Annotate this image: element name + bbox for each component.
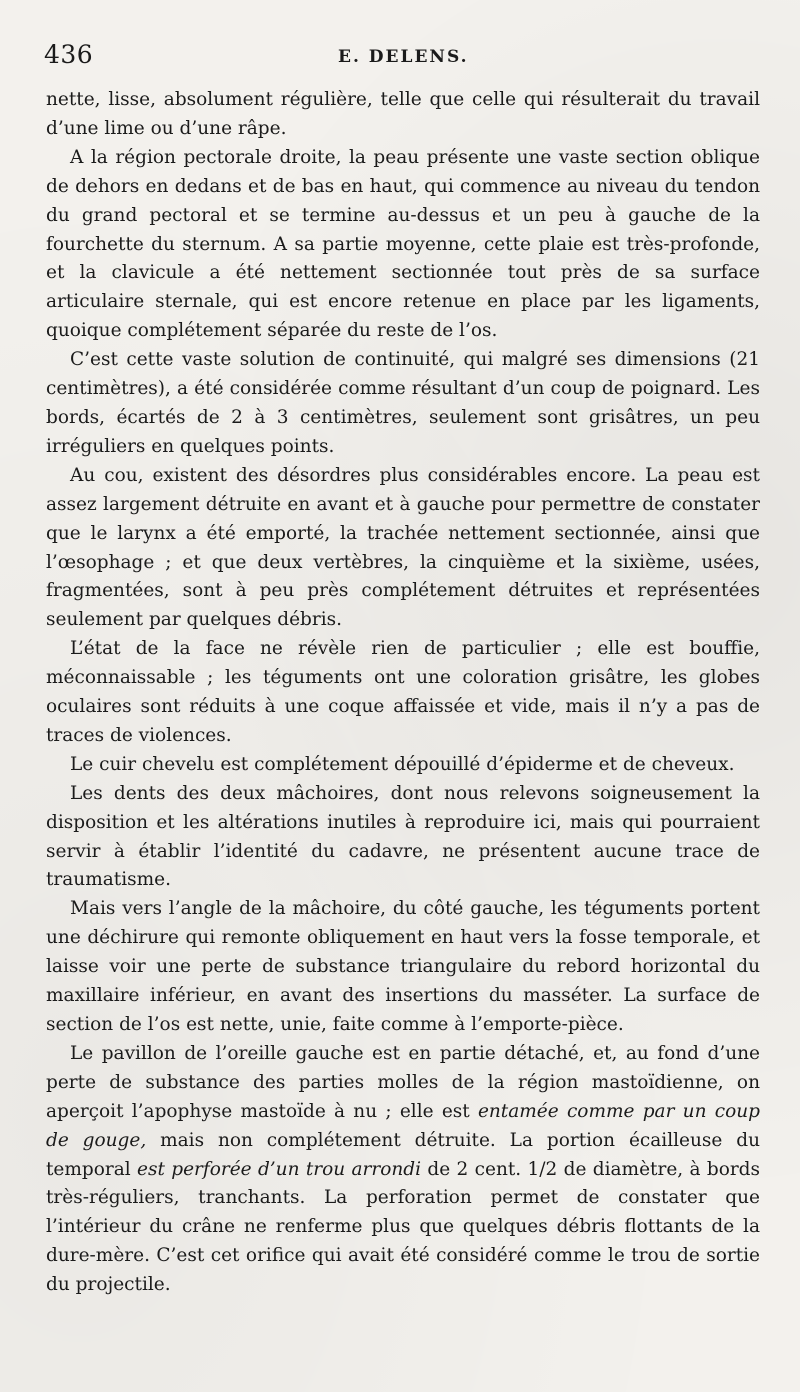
paragraph bbox=[46, 462, 760, 635]
text-segment: L’état de la face ne révèle rien de particulier ; elle est bouffie, méconnaissable ; les téguments ont une coloration grisâtre, les globes oculaires sont réduits à une coque affaissée et vide, mais il n’y a pas de traces de violences. bbox=[46, 638, 760, 746]
text-segment: mais non complétement détruite. La portion écailleuse du temporal bbox=[46, 1129, 760, 1180]
text-segment: Le cuir chevelu est complétement dépouillé d’épiderme et de cheveux. bbox=[70, 753, 735, 775]
paragraph bbox=[46, 86, 760, 144]
page-header bbox=[44, 40, 764, 74]
text-segment: nette, lisse, absolument régulière, telle que celle qui résulterait du travail d’une lime ou d’une râpe. bbox=[46, 89, 760, 139]
text-segment: Mais vers l’angle de la mâchoire, du côté gauche, les téguments portent une déchirure qui remonte obliquement en haut vers la fosse temporale, et laisse voir une perte de substance triangulaire du rebord horizontal du maxillaire inférieur, en avant des insertions du masséter. La surface de section de l’os est nette, unie, faite comme à l’emporte-pièce. bbox=[46, 898, 760, 1035]
paragraph bbox=[46, 895, 760, 1040]
paragraph bbox=[46, 635, 760, 751]
italic-text-segment: entamée comme par un coup de gouge, bbox=[46, 1100, 760, 1151]
text-segment: de 2 cent. 1/2 de diamètre, à bords très-réguliers, tranchants. La perforation permet de constater que l’intérieur du crâne ne renferme plus que quelques débris flottants de la dure-mère. C’est cet orifice qui avait été considéré comme le trou de sortie du projectile. bbox=[46, 1158, 761, 1296]
page-number: 436 bbox=[44, 40, 94, 69]
text-segment: C’est cette vaste solution de continuité, qui malgré ses dimensions (21 centimètres), a été considérée comme résultant d’un coup de poignard. Les bords, écartés de 2 à 3 centimètres, seulement sont grisâtres, un peu irréguliers en quelques points. bbox=[46, 349, 760, 457]
paragraph bbox=[46, 751, 760, 780]
text-segment: Au cou, existent des désordres plus considérables encore. La peau est assez largement détruite en avant et à gauche pour permettre de constater que le larynx a été emporté, la trachée nettement sectionnée, ainsi que l’œsophage ; et que deux vertèbres, la cinquième et la sixième, usées, fragmentées, sont à peu près complétement détruites et représentées seulement par quelques débris. bbox=[46, 464, 760, 631]
text-segment: A la région pectorale droite, la peau présente une vaste section oblique de dehors en dedans et de bas en haut, qui commence au niveau du tendon du grand pectoral et se termine au-dessus et un peu à gauche de la fourchette du sternum. A sa partie moyenne, cette plaie est très-profonde, et la clavicule a été nettement sectionnée tout près de sa surface articulaire sternale, qui est encore retenue en place par les ligaments, quoique complétement séparée du reste de l’os. bbox=[46, 146, 760, 342]
paragraph bbox=[46, 144, 760, 346]
paragraph bbox=[46, 780, 760, 896]
running-title: E. DELENS. bbox=[338, 47, 469, 67]
text-segment: Le pavillon de l’oreille gauche est en partie détaché, et, au fond d’une perte de substance des parties molles de la région mastoïdienne, on aperçoit l’apophyse mastoïde à nu ; elle est bbox=[46, 1042, 760, 1122]
italic-text-segment: est perforée d’un trou arrondi bbox=[137, 1158, 422, 1180]
paragraph bbox=[46, 1040, 760, 1300]
body-text bbox=[46, 86, 760, 1300]
text-segment: Les dents des deux mâchoires, dont nous relevons soigneusement la disposition et les altérations inutiles à reproduire ici, mais qui pourraient servir à établir l’identité du cadavre, ne présentent aucune trace de traumatisme. bbox=[46, 782, 760, 891]
paragraph bbox=[46, 346, 760, 462]
